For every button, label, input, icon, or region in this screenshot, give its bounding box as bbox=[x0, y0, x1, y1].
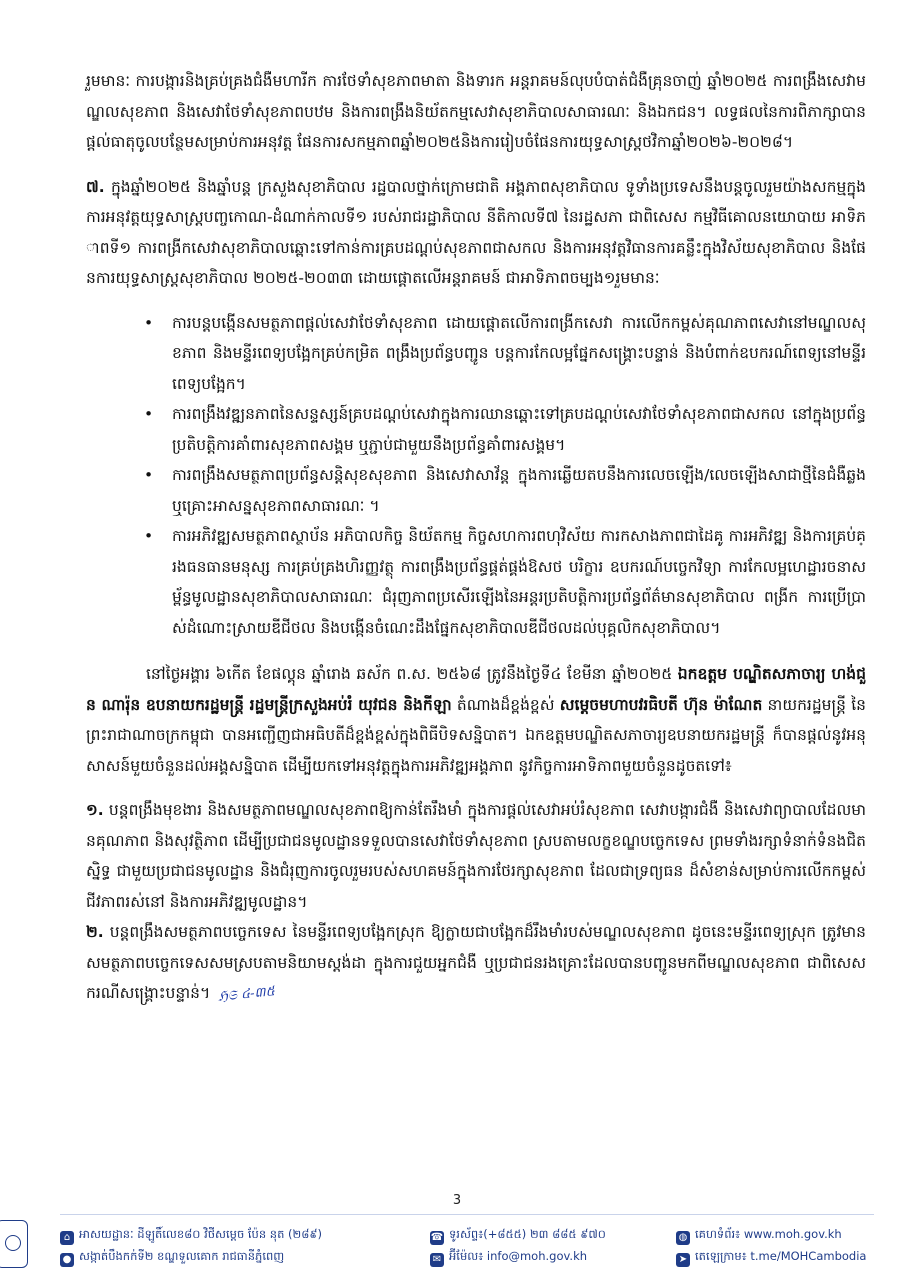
footer-web bbox=[676, 1223, 866, 1267]
recommendation-2 bbox=[86, 917, 866, 1011]
email-icon: ✉ bbox=[430, 1253, 444, 1267]
building-icon: ⌂ bbox=[60, 1231, 74, 1245]
recommendation-2-text: បន្តពង្រឹងសមត្ថភាពបច្ចេកទេស នៃមន្ទីរពេទ្យបង្អែកស្រុក ឱ្យក្លាយជាបង្អែកដ៏រឹងមាំរបស់មណ្ឌលសុខភាព ដូចនេះមន្ទីរពេទ្យស្រុក ត្រូវមានសមត្ថភាពបច្ចេកទេសសមស្របតាមនិយាមស្ដង់ដា ក្នុងការជួយអ្នកជំងឺ ឬប្រជាជនរងគ្រោះដែលបានបញ្ជូនមកពីមណ្ឌលសុខភាព ជាពិសេសករណីសង្គ្រោះបន្ទាន់។ bbox=[86, 923, 866, 1002]
closing-paragraph bbox=[86, 659, 866, 781]
recommendation-1-number: ១. bbox=[86, 801, 104, 819]
list-item-text: ការអភិវឌ្ឍសមត្ថភាពស្ថាប័ន អភិបាលកិច្ច និយ័តកម្ម កិច្ចសហការពហុវិស័យ ការកសាងភាពជាដៃគូ ការអភិវឌ្ឍ និងការគ្រប់គ្រងធនធានមនុស្ស ការគ្រប់គ្រងហិរញ្ញវត្ថុ ការពង្រឹងប្រព័ន្ធផ្គត់ផ្គង់ឱសថ បរិក្ខារ ឧបករណ៍បច្ចេកវិទ្យា ការកែលម្អហេដ្ឋារចនាសម្ព័ន្ធមូលដ្ឋានសុខាភិបាលសាធារណៈ ជំរុញភាពប្រសើរឡើងនៃអន្តរប្រតិបត្តិការប្រព័ន្ធព័ត៌មានសុខាភិបាល ពង្រីក ការប្រើប្រាស់ដំណោះស្រាយឌីជីថល និងបង្កើនចំណេះដឹងផ្នែកសុខាភិបាលឌីជីថលដល់បុគ្គលិកសុខាភិបាល។ bbox=[172, 527, 866, 637]
footer-address bbox=[60, 1223, 322, 1267]
recommendation-1 bbox=[86, 795, 866, 917]
recommendation-1-text: បន្តពង្រឹងមុខងារ និងសមត្ថភាពមណ្ឌលសុខភាពឱ្យកាន់តែរឹងមាំ ក្នុងការផ្ដល់សេវាអប់រំសុខភាព សេវាបង្ការជំងឺ និងសេវាព្យាបាលដែលមានគុណភាព និងសុវត្ថិភាព ដើម្បីប្រជាជនមូលដ្ឋានទទួលបានសេវាថែទាំសុខភាព ស្របតាមលក្ខខណ្ឌបច្ចេកទេស ព្រមទាំងរក្សាទំនាក់ទំនងជិតស្និទ្ធ ជាមួយប្រជាជនមូលដ្ឋាន និងជំរុញការចូលរួមរបស់សហគមន៍ក្នុងការថែរក្សាសុខភាព ដែលជាទ្រព្យធន ដ៏សំខាន់សម្រាប់ការលើកកម្ពស់ជីវភាពរស់នៅ និងការអភិវឌ្ឍមូលដ្ឋាន។ bbox=[86, 801, 866, 911]
list-item-text: ការបន្តបង្កើនសមត្ថភាពផ្ដល់សេវាថែទាំសុខភាព ដោយផ្ដោតលើការពង្រីកសេវា ការលើកកម្ពស់គុណភាពសេវានៅមណ្ឌលសុខភាព និងមន្ទីរពេទ្យបង្អែកគ្រប់កម្រិត ពង្រឹងប្រព័ន្ធបញ្ជូន បន្តការកែលម្អផ្នែកសង្គ្រោះបន្ទាន់ និងបំពាក់ឧបករណ៍ពេទ្យនៅមន្ទីរពេទ្យបង្អែក។ bbox=[172, 313, 866, 393]
list-item-text: ការពង្រឹងសមត្ថភាពប្រព័ន្ធសន្តិសុខសុខភាព និងសេវាសាវ័ន្ត ក្នុងការឆ្លើយតបនឹងការលេចឡើង/លេចឡើងសាជាថ្មីនៃជំងឺឆ្លង ឬគ្រោះអាសន្នសុខភាពសាធារណៈ ។ bbox=[172, 466, 866, 515]
telegram-link[interactable]: តេឡេក្រាម៖ t.me/MOHCambodia bbox=[695, 1249, 867, 1263]
list-item bbox=[142, 399, 866, 460]
footer-contact bbox=[430, 1223, 606, 1267]
priority-list bbox=[86, 308, 866, 644]
list-item bbox=[142, 521, 866, 643]
telegram-icon: ➤ bbox=[676, 1253, 690, 1267]
closing-bold-1: ឯកឧត្តម បណ្ឌិតសភាចារ្យ ហង់ជួន ណារ៉ុន ឧបនាយករដ្ឋមន្ត្រី រដ្ឋមន្ត្រីក្រសួងអប់រំ យុវជន និងកីឡា bbox=[86, 665, 866, 714]
address-line-2: សង្កាត់បឹងកក់ទី២ ខណ្ឌទួលគោក រាជធានីភ្នំពេញ bbox=[79, 1249, 285, 1263]
list-item bbox=[142, 460, 866, 521]
phone-number: ទូរស័ព្ទ៖(+៨៥៥) ២៣ ៨៨៥ ៩៧០ bbox=[449, 1227, 606, 1241]
recommendation-2-number: ២. bbox=[86, 923, 104, 941]
list-item bbox=[142, 308, 866, 400]
bullet-icon: • bbox=[144, 527, 154, 545]
intro-paragraph: រួមមានៈ ការបង្ការនិងគ្រប់គ្រងជំងឺមហារីក ការថែទាំសុខភាពមាតា និងទារក អន្តរាគមន៍លុបបំបាត់ជំងឺគ្រុនចាញ់ ឆ្នាំ២០២៥ ការពង្រឹងសេវាមណ្ឌលសុខភាព និងសេវាថែទាំសុខភាពបឋម និងការពង្រឹងនិយ័តកម្មសេវាសុខាភិបាលសាធារណៈ និងឯកជន។ លទ្ធផលនៃការពិភាក្សាបានផ្ដល់ធាតុចូលបន្ថែមសម្រាប់ការអនុវត្ត ផែនការសកម្មភាពឆ្នាំ២០២៥និងការរៀបចំផែនការយុទ្ធសាស្ត្រថវិកាឆ្នាំ២០២៦-២០២៨។ bbox=[86, 72, 866, 151]
initials-signature: ℌ𝔖 ៤-៣៥ bbox=[217, 984, 276, 1005]
paragraph-7-text: ក្នុងឆ្នាំ២០២៥ និងឆ្នាំបន្ត ក្រសួងសុខាភិបាល រដ្ឋបាលថ្នាក់ក្រោមជាតិ អង្គភាពសុខាភិបាល ទូទាំងប្រទេសនឹងបន្តចូលរួមយ៉ាងសកម្មក្នុងការអនុវត្តយុទ្ធសាស្ត្របញ្ចកោណ-ដំណាក់កាលទី១ របស់រាជរដ្ឋាភិបាល នីតិកាលទី៧ នៃរដ្ឋសភា ជាពិសេស កម្មវិធីគោលនយោបាយ អាទិភាពទី១ ការពង្រីកសេវាសុខាភិបាលឆ្ពោះទៅកាន់ការគ្របដណ្ដប់សុខភាពជាសកល និងការអនុវត្តវិធានការគន្លឹះក្នុងវិស័យសុខាភិបាល និងផែនការយុទ្ធសាស្ត្រសុខាភិបាល ២០២៥-២០៣៣ ដោយផ្ដោតលើអន្តរាគមន៍ ជាអាទិភាពចម្បង១រួមមានៈ bbox=[86, 177, 866, 287]
phone-icon: ☎ bbox=[430, 1232, 444, 1243]
paragraph-7-number: ៧. bbox=[86, 177, 105, 196]
email-link[interactable]: អ៊ីម៉ែល៖ info@moh.gov.kh bbox=[449, 1249, 588, 1263]
paragraph-7 bbox=[86, 172, 866, 294]
footer bbox=[60, 1214, 874, 1271]
bullet-icon: • bbox=[144, 313, 154, 332]
bullet-icon: • bbox=[144, 405, 154, 423]
globe-icon: ◍ bbox=[676, 1231, 690, 1245]
website-link[interactable]: គេហទំព័រ៖ www.moh.gov.kh bbox=[695, 1227, 842, 1241]
bullet-icon: • bbox=[144, 466, 154, 484]
page-number: 3 bbox=[452, 1193, 462, 1208]
closing-text-3: នាយករដ្ឋមន្ត្រី នៃព្រះរាជាណាចក្រកម្ពុជា បានអញ្ជើញជាអធិបតីដ៏ខ្ពង់ខ្ពស់ក្នុងពិធីបិទសន្និបាត។ ឯកឧត្តមបណ្ឌិតសភាចារ្យឧបនាយករដ្ឋមន្ត្រី ក៏បានផ្ដល់នូវអនុសាសន៍មួយចំនួនដល់អង្គសន្និបាត ដើម្បីយកទៅអនុវត្តក្នុងការអភិវឌ្ឍអង្គភាព នូវកិច្ចការអាទិភាពមួយចំនួនដូចតទៅ៖ bbox=[86, 695, 866, 775]
closing-bold-2: សម្ដេចមហាបវរធិបតី ហ៊ុន ម៉ាណែត bbox=[559, 695, 763, 714]
address-line-1: អាសយដ្ឋានៈ ដីឡូតិ៍លេខ៨០ វិថីសម្ដេច ប៉ែន នុត (២៨៩) bbox=[79, 1227, 323, 1241]
ministry-logo-icon bbox=[0, 1220, 28, 1268]
closing-text-1: នៅថ្ងៃអង្គារ ៦កើត ខែផល្គុន ឆ្នាំរោង ឆស័ក ព.ស. ២៥៦៨ ត្រូវនឹងថ្ងៃទី៤ ខែមីនា ឆ្នាំ២០២៥ bbox=[146, 665, 678, 683]
list-item-text: ការពង្រឹងវឌ្ឍនភាពនៃសន្ទស្សន៍គ្របដណ្ដប់សេវាក្នុងការឈានឆ្ពោះទៅគ្របដណ្ដប់សេវាថែទាំសុខភាពជាសកល នៅក្នុងប្រព័ន្ធប្រតិបត្តិការគាំពារសុខភាពសង្គម ឬភ្ជាប់ជាមួយនឹងប្រព័ន្ធគាំពារសង្គម។ bbox=[172, 405, 866, 454]
closing-text-2: តំណាងដ៏ខ្ពង់ខ្ពស់ bbox=[451, 695, 560, 714]
document-body bbox=[86, 66, 866, 1011]
location-pin-icon: ● bbox=[60, 1253, 74, 1267]
